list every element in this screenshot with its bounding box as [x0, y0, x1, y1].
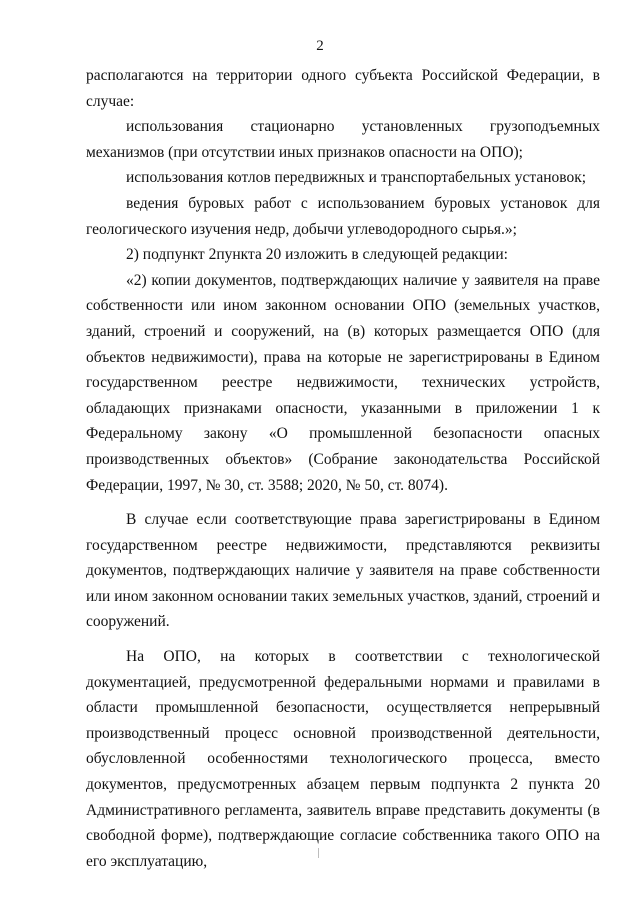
- paragraph-continuous-process: На ОПО, на которых в соответствии с технологической документацией, предусмотренной федеральными нормами и правилами в области промышленной безопасности, осуществляется непрерывный производственный процесс основной производственной деятельности, обусловленной особенностями технологического процесса, вместо документов, предусмотренных абзацем первым подпункта 2 пункта 20 Административного регламента, заявитель вправе представить документы (в свободной форме), подтверждающие согласие собственника такого ОПО на его эксплуатацию,: [86, 648, 600, 870]
- document-body: [86, 63, 600, 874]
- paragraph-documents-copies: «2) копии документов, подтверждающих наличие у заявителя на праве собственности или ином законном основании ОПО (земельных участков, зданий, строений и сооружений, на (в) которых размещается ОПО (для объектов недвижимости), права на которые не зарегистрированы в Едином государственном реестре недвижимости, технических устройств, обладающих признаками опасности, указанными в приложении 1 к Федеральному закону «О промышленной безопасности опасных производственных объектов» (Собрание законодательства Российской Федерации, 1997, № 30, ст. 3588; 2020, № 50, ст. 8074).: [86, 271, 600, 494]
- paragraph-registered-rights: В случае если соответствующие права зарегистрированы в Едином государственном реестре недвижимости, представляются реквизиты документов, подтверждающих наличие у заявителя на праве собственности или ином законном основании таких земельных участков, зданий, строений и сооружений.: [86, 511, 600, 631]
- scan-mark: [318, 848, 319, 858]
- paragraph-cranes: использования стационарно установленных грузоподъемных механизмов (при отсутствии иных признаков опасности на ОПО);: [86, 118, 600, 161]
- paragraph-boilers: использования котлов передвижных и транспортабельных установок;: [126, 169, 587, 187]
- paragraph-drilling: ведения буровых работ с использованием буровых установок для геологического изучения недр, добычи углеводородного сырья.»;: [86, 194, 600, 238]
- page-number: 2: [316, 38, 324, 54]
- paragraph-continuation: располагаются на территории одного субъекта Российской Федерации, в случае:: [86, 67, 600, 110]
- paragraph-amendment: 2) подпункт 2пункта 20 изложить в следующей редакции:: [126, 246, 508, 264]
